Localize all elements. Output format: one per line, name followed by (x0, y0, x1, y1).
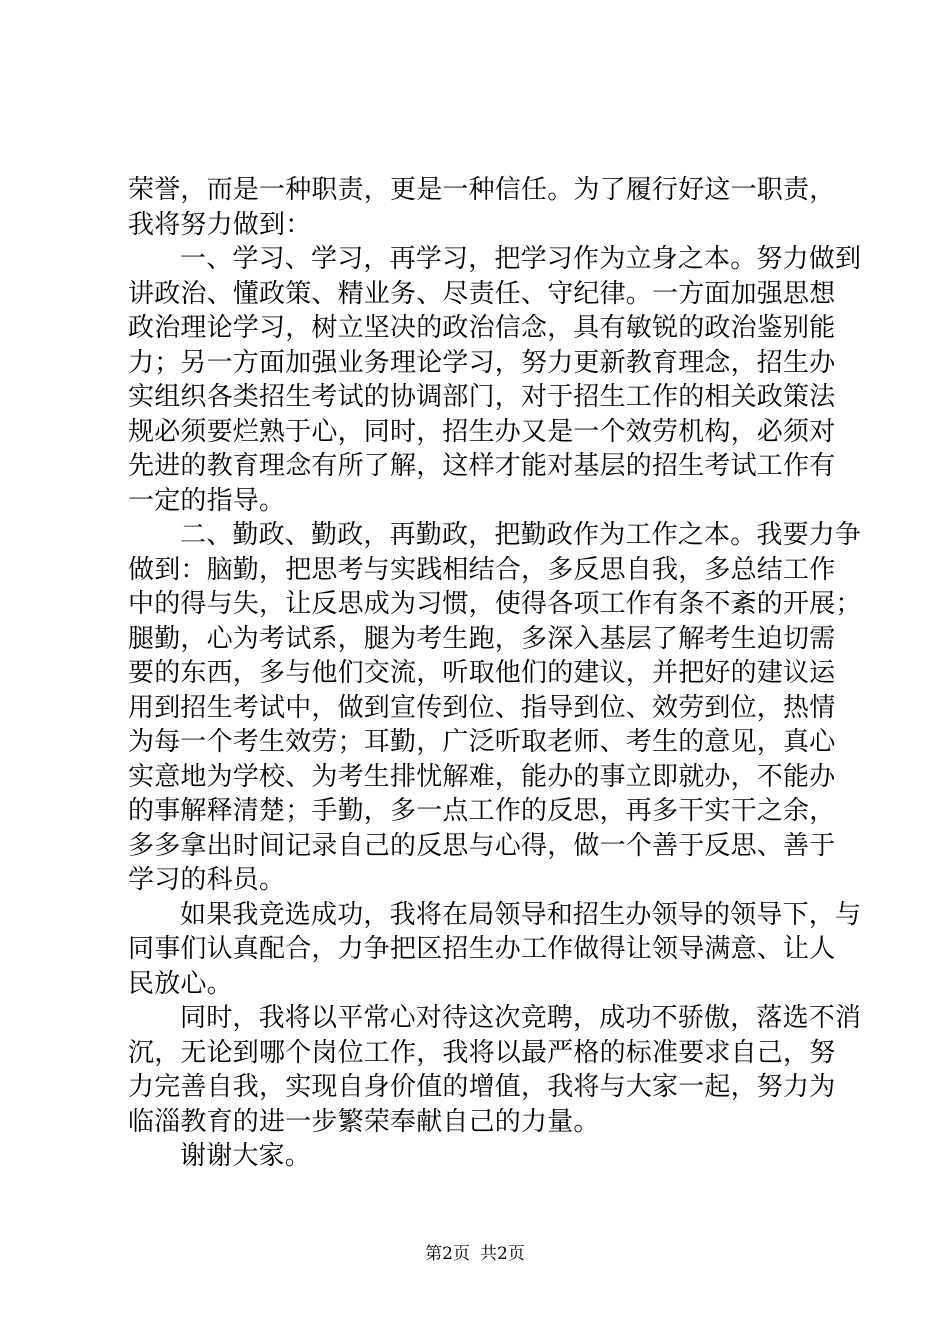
text-line: 政治理论学习，树立坚决的政治信念，具有敏锐的政治鉴别能 (128, 313, 836, 343)
text-line: 要的东西，多与他们交流，听取他们的建议，并把好的建议运 (128, 658, 836, 688)
text-line: 力；另一方面加强业务理论学习，努力更新教育理念，招生办 (128, 347, 836, 378)
text-line: 同事们认真配合，力争把区招生办工作做得让领导满意、让人 (128, 934, 836, 964)
page-footer (0, 1243, 950, 1265)
text-line: 我将努力做到： (128, 209, 312, 240)
text-line: 为每一个考生效劳；耳勤，广泛听取老师、考生的意见，真心 (128, 727, 836, 757)
text-line: 民放心。 (128, 968, 233, 999)
text-line: 做到：脑勤，把思考与实践相结合，多反思自我，多总结工作 (128, 554, 836, 585)
text-line: 规必须要烂熟于心，同时，招生办又是一个效劳机构，必须对 (128, 416, 836, 447)
text-line: 临淄教育的进一步繁荣奉献自己的力量。 (128, 1106, 600, 1137)
text-line: 腿勤，心为考试系，腿为考生跑，多深入基层了解考生迫切需 (128, 623, 836, 654)
paragraph-start-line: 如果我竞选成功，我将在局领导和招生办领导的领导下，与 (180, 899, 862, 930)
text-line: 学习的科员。 (128, 865, 286, 895)
text-line: 实组织各类招生考试的协调部门，对于招生工作的相关政策法 (128, 382, 836, 412)
text-line: 沉，无论到哪个岗位工作，我将以最严格的标准要求自己，努 (128, 1037, 836, 1068)
text-line: 多多拿出时间记录自己的反思与心得，做一个善于反思、善于 (128, 830, 836, 861)
paragraph-start-line: 一、学习、学习，再学习，把学习作为立身之本。努力做到 (180, 244, 862, 274)
text-line: 力完善自我，实现自身价值的增值，我将与大家一起，努力为 (128, 1072, 836, 1102)
paragraph-start-line: 二、勤政、勤政，再勤政，把勤政作为工作之本。我要力争 (180, 520, 862, 550)
page-total: 共2页 (480, 1244, 525, 1264)
text-line: 用到招生考试中，做到宣传到位、指导到位、效劳到位，热情 (128, 692, 836, 723)
text-line: 中的得与失，让反思成为习惯，使得各项工作有条不紊的开展； (128, 589, 862, 619)
paragraph-start-line: 同时，我将以平常心对待这次竞聘，成功不骄傲，落选不消 (180, 1003, 862, 1033)
paragraph-start-line: 谢谢大家。 (180, 1141, 312, 1171)
page-number: 第2页 (425, 1244, 470, 1264)
text-line: 荣誉，而是一种职责，更是一种信任。为了履行好这一职责， (128, 175, 836, 205)
document-body (128, 173, 862, 1174)
text-line: 实意地为学校、为考生排忧解难，能办的事立即就办，不能办 (128, 761, 836, 792)
text-line: 讲政治、懂政策、精业务、尽责任、守纪律。一方面加强思想 (128, 278, 836, 309)
text-line: 一定的指导。 (128, 485, 286, 516)
text-line: 的事解释清楚；手勤，多一点工作的反思，再多干实干之余， (128, 796, 836, 826)
text-line: 先进的教育理念有所了解，这样才能对基层的招生考试工作有 (128, 451, 836, 481)
